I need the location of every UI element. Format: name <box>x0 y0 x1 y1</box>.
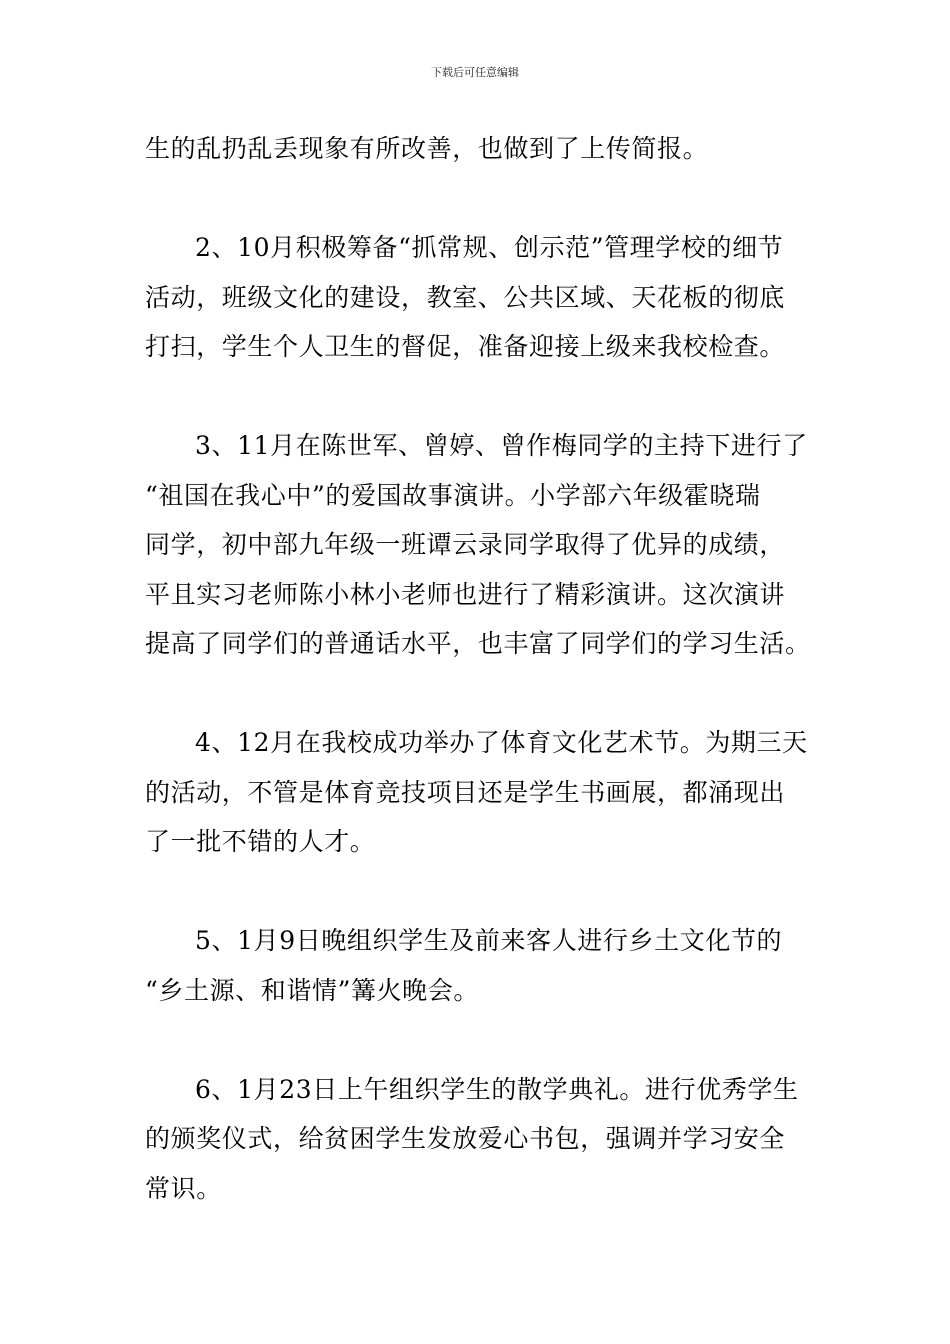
text-line: 的活动，不管是体育竞技项目还是学生书画展，都涌现出 <box>145 777 786 807</box>
page-header: 下载后可任意编辑 <box>431 66 519 79</box>
text-line: 了一批不错的人才。 <box>145 827 376 856</box>
text-line: “乡土源、和谐情”篝火晚会。 <box>145 975 479 1005</box>
paragraph-item-2 <box>145 223 820 372</box>
text-line: 2、10月积极筹备“抓常规、创示范”管理学校的细节 <box>195 233 784 262</box>
paragraph-gap <box>145 174 820 224</box>
paragraph-continuation <box>145 124 820 174</box>
paragraph-gap <box>145 669 820 719</box>
paragraph-item-5 <box>145 916 820 1015</box>
paragraph-gap <box>145 867 820 917</box>
document-body <box>145 124 820 1213</box>
text-line: 3、11月在陈世军、曾婷、曾作梅同学的主持下进行了 <box>195 431 808 460</box>
text-line: 生的乱扔乱丢现象有所改善，也做到了上传简报。 <box>145 134 709 163</box>
paragraph-item-4 <box>145 718 820 867</box>
paragraph-item-3 <box>145 421 820 669</box>
text-line: 打扫，学生个人卫生的督促，准备迎接上级来我校检查。 <box>145 332 786 361</box>
text-line: 4、12月在我校成功举办了体育文化艺术节。为期三天 <box>195 728 808 757</box>
paragraph-gap <box>145 372 820 422</box>
text-line: 5、1月9日晚组织学生及前来客人进行乡土文化节的 <box>195 926 783 955</box>
text-line: 的颁奖仪式，给贫困学生发放爱心书包，强调并学习安全 <box>145 1124 786 1153</box>
text-line: 活动，班级文化的建设，教室、公共区域、天花板的彻底 <box>145 282 786 312</box>
text-line: “祖国在我心中”的爱国故事演讲。小学部六年级霍晓瑞 <box>145 480 761 510</box>
text-line: 同学，初中部九年级一班谭云录同学取得了优异的成绩， <box>145 530 786 559</box>
paragraph-gap <box>145 1015 820 1065</box>
text-line: 常识。 <box>145 1173 222 1203</box>
text-line: 提高了同学们的普通话水平，也丰富了同学们的学习生活。 <box>145 629 811 658</box>
paragraph-item-6 <box>145 1065 820 1214</box>
text-line: 6、1月23日上午组织学生的散学典礼。进行优秀学生 <box>195 1074 799 1104</box>
text-line: 平且实习老师陈小林小老师也进行了精彩演讲。这次演讲 <box>145 579 786 609</box>
